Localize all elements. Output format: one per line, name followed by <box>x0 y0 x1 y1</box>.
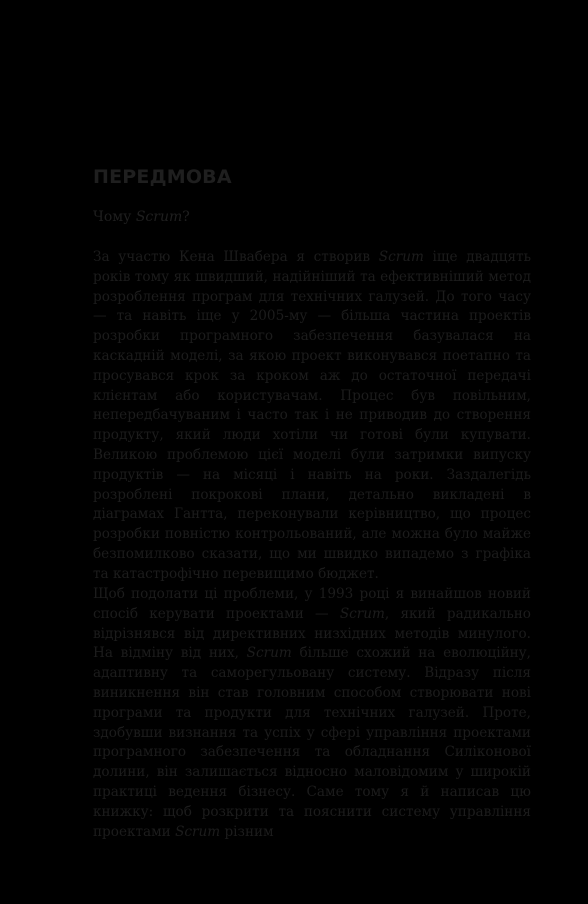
italic-term: Scrum <box>175 823 221 840</box>
subtitle-prefix: Чому <box>93 209 136 225</box>
italic-term: Scrum <box>246 645 292 662</box>
subtitle-suffix: ? <box>182 209 190 225</box>
text-run: Щоб подолати ці проблеми, у 1993 році я винайшов новий спосіб керувати проектами — <box>93 586 531 622</box>
italic-term: Scrum <box>378 249 424 265</box>
text-run: , який радикально відрізнявся від директивних низхідних методів минулого. На відміну від них, <box>93 605 531 662</box>
text-run: більше схожий на еволюційну, адаптивну та саморегульовану систему. Відразу після виникнення він став головним способом створювати нові програми та продукти для технічних галузей. Проте, здобувши визнання та успіх у сфері управління проектами програмного забезпечення та обладнання Силіконової долини, він залишається відносно маловідомим у широкій практиці ведення бізнесу. Саме тому я й написав цю книжку: щоб розкрити та пояснити систему управління проектами <box>93 645 532 840</box>
text-run: іще двадцять років тому як швидший, надійніший та ефективніший метод розроблення програм для технічних галузей. До того часу — та навіть іще у 2005-му — більша частина проектів розробки програмного забезпечення базувалася на каскадній моделі, за якою проект виконувався поетапно та просувався крок за кроком аж до остаточної передачі клієнтам або користувачам. Процес був повільним, непередбачуваним і часто так і не приводив до створення продукту, який люди хотіли чи готові були купувати. Великою проблемою цієї моделі були затримки випуску продуктів — на місяці і навіть на роки. Заздалегідь розроблені покрокові плани, детально викладені в діаграмах Гантта, переконували керівництво, що процес розробки повністю контрольований, але можна було майже безпомилково сказати, що ми швидко випадемо з графіка та катастрофічно перевищимо бюджет. <box>93 249 531 582</box>
text-run: За участю Кена Швабера я створив <box>93 249 379 265</box>
section-subtitle <box>93 209 190 225</box>
body-paragraph-1 <box>93 248 531 585</box>
text-run: різним <box>220 823 274 840</box>
chapter-heading: ПЕРЕДМОВА <box>93 166 232 188</box>
italic-term: Scrum <box>339 605 385 622</box>
body-paragraph-2 <box>93 585 531 842</box>
subtitle-term: Scrum <box>135 209 183 225</box>
